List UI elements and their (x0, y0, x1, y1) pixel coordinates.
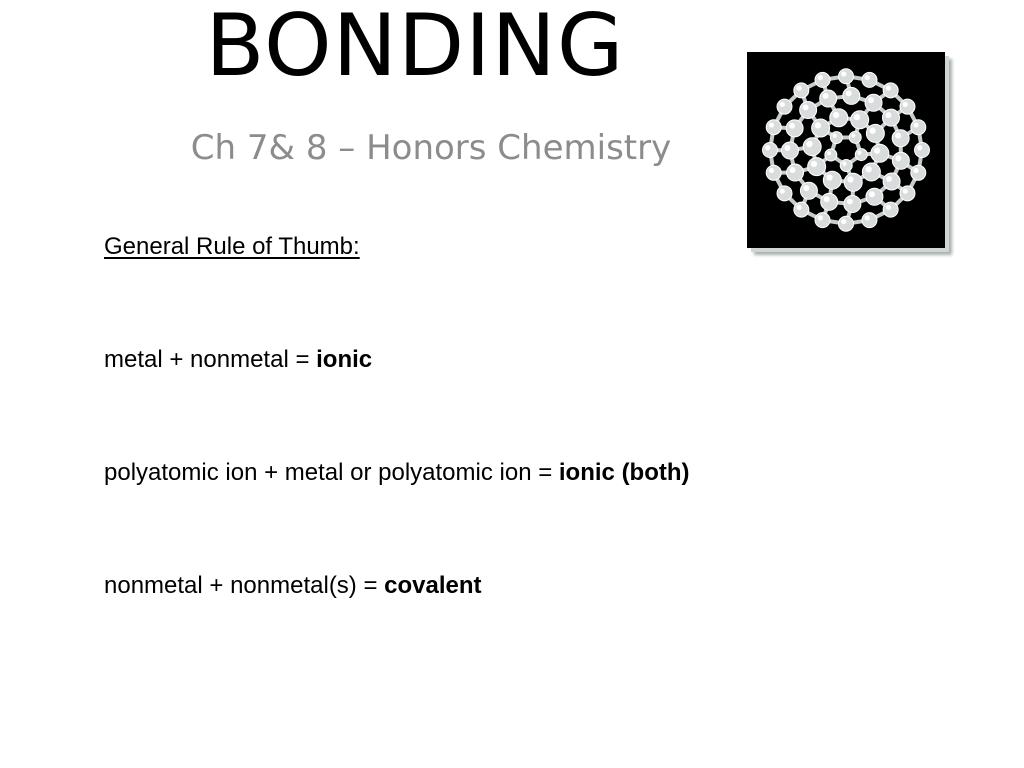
rule-text: nonmetal + nonmetal(s) = (104, 572, 385, 599)
slide-subtitle: Ch 7& 8 – Honors Chemistry (190, 128, 672, 168)
rule-result: ionic (both) (558, 459, 690, 486)
rule-of-thumb-heading: General Rule of Thumb: (104, 233, 360, 260)
rule-text: metal + nonmetal = (104, 346, 317, 373)
rule-text: polyatomic ion + metal or polyatomic ion = (104, 459, 559, 486)
slide-title: BONDING (205, 0, 625, 96)
rule-metal-nonmetal (104, 345, 372, 375)
buckyball-molecule-icon (747, 52, 945, 248)
rule-result: covalent (384, 572, 482, 599)
rule-polyatomic-ion (104, 458, 690, 488)
rule-result: ionic (316, 346, 373, 373)
buckyball-image (747, 52, 945, 248)
rule-nonmetal-nonmetal (104, 571, 482, 601)
